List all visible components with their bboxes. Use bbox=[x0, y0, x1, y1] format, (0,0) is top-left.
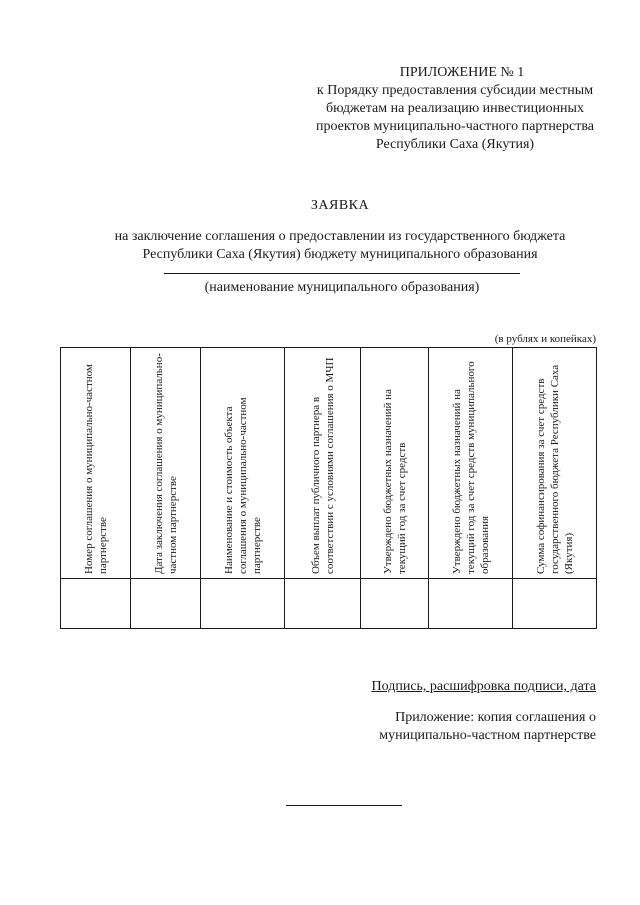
column-header bbox=[201, 348, 285, 579]
column-header-label: Утверждено бюджетных назначений на текущий год за счет средств bbox=[381, 389, 408, 574]
document-subtitle bbox=[20, 228, 640, 264]
column-header-label: Утверждено бюджетных назначений на текущий год за счет средств муниципального образования bbox=[450, 361, 491, 574]
column-header bbox=[361, 348, 429, 579]
appendix-line: к Порядку предоставления субсидии местным bbox=[316, 83, 594, 98]
appendix-title: ПРИЛОЖЕНИЕ № 1 bbox=[399, 65, 525, 80]
end-divider bbox=[286, 805, 402, 806]
column-header bbox=[131, 348, 201, 579]
appendix-line: проектов муниципально-частного партнерства bbox=[315, 119, 594, 134]
table-cell bbox=[201, 579, 285, 629]
application-table bbox=[60, 347, 597, 629]
subtitle-line: Республики Саха (Якутия) бюджету муниципального образования bbox=[142, 247, 538, 262]
column-header bbox=[285, 348, 361, 579]
document-title: ЗАЯВКА bbox=[310, 198, 370, 213]
appendix-header bbox=[270, 64, 640, 154]
municipality-name-line bbox=[164, 273, 520, 274]
table-cell bbox=[61, 579, 131, 629]
table-cell bbox=[513, 579, 597, 629]
units-note: (в рублях и копейках) bbox=[494, 333, 596, 345]
column-header bbox=[61, 348, 131, 579]
table-cell bbox=[285, 579, 361, 629]
column-header bbox=[513, 348, 597, 579]
column-header-label: Сумма софинансирования за счет средств государственного бюджета Республики Саха (Якутия) bbox=[534, 364, 575, 574]
attachment-line: Приложение: копия соглашения о bbox=[395, 710, 596, 725]
attachment-line: муниципально-частном партнерстве bbox=[379, 728, 596, 743]
column-header-label: Дата заключения соглашения о муниципально-частном партнерстве bbox=[152, 353, 179, 574]
column-header-label: Номер соглашения о муниципально-частном партнерстве bbox=[82, 364, 109, 574]
signature-label: Подпись, расшифровка подписи, дата bbox=[371, 679, 596, 694]
appendix-line: Республики Саха (Якутия) bbox=[375, 137, 535, 152]
table-header-row bbox=[61, 348, 597, 579]
column-header-label: Наименование и стоимость объекта соглашения о муниципально-частном партнерстве bbox=[222, 397, 263, 574]
municipality-name-caption: (наименование муниципального образования) bbox=[204, 280, 480, 295]
table-row bbox=[61, 579, 597, 629]
appendix-line: бюджетам на реализацию инвестиционных bbox=[326, 101, 584, 116]
table-cell bbox=[429, 579, 513, 629]
column-header bbox=[429, 348, 513, 579]
table-cell bbox=[131, 579, 201, 629]
subtitle-line: на заключение соглашения о предоставлении из государственного бюджета bbox=[114, 229, 566, 244]
attachment-note bbox=[300, 709, 596, 745]
table-cell bbox=[361, 579, 429, 629]
column-header-label: Объем выплат публичного партнера в соответствии с условиями соглашения о МЧП bbox=[309, 357, 336, 574]
